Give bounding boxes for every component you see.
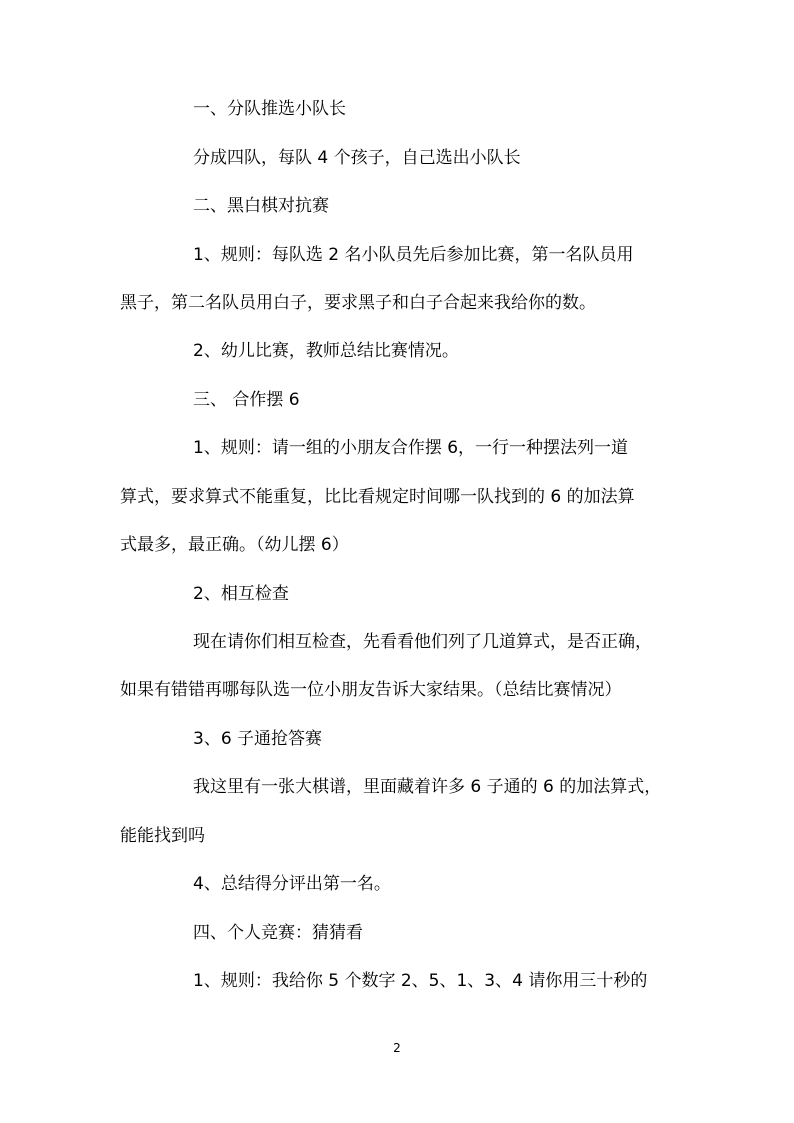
section-heading-1: 一、分队推选小队长 [193,99,346,119]
page-number: 2 [393,1041,401,1055]
paragraph-line: 算式，要求算式不能重复，比比看规定时间哪一队找到的 6 的加法算 [120,487,635,507]
section-heading-4: 四、个人竞赛：猜猜看 [193,923,363,943]
paragraph-line: 1、规则：请一组的小朋友合作摆 6，一行一种摆法列一道 [193,438,629,458]
paragraph-line: 现在请你们相互检查，先看看他们列了几道算式，是否正确， [193,632,652,652]
paragraph-line: 1、规则：每队选 2 名小队员先后参加比赛，第一名队员用 [193,245,634,265]
paragraph-line: 1、规则：我给你 5 个数字 2、5、1、3、4 请你用三十秒的 [193,971,648,991]
paragraph-line: 我这里有一张大棋谱，里面藏着许多 6 子通的 6 的加法算式， [193,777,662,797]
paragraph-line: 黑子，第二名队员用白子，要求黑子和白子合起来我给你的数。 [120,293,596,313]
paragraph-line: 分成四队，每队 4 个孩子，自己选出小队长 [193,148,521,168]
paragraph-line: 如果有错错再哪每队选一位小朋友告诉大家结果。（总结比赛情况） [120,680,622,700]
section-heading-3: 三、 合作摆 6 [193,390,300,410]
paragraph-line: 2、幼儿比赛，教师总结比赛情况。 [193,341,459,361]
paragraph-line: 2、相互检查 [193,584,289,604]
paragraph-line: 3、6 子通抢答赛 [193,729,323,749]
section-heading-2: 二、黑白棋对抗赛 [193,196,329,216]
paragraph-line: 式最多，最正确。（幼儿摆 6） [120,535,349,555]
paragraph-line: 能能找到吗 [120,826,205,846]
paragraph-line: 4、总结得分评出第一名。 [193,874,391,894]
